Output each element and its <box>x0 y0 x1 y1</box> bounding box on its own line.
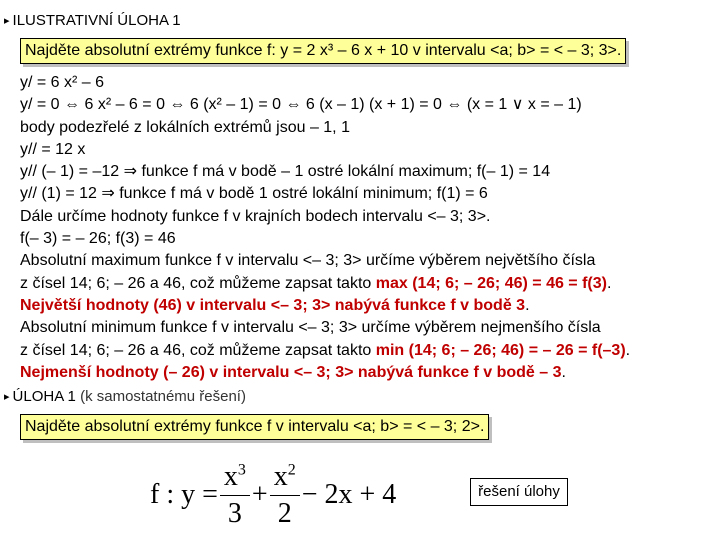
solution-line-10 <box>20 273 630 295</box>
solution-line-8: f(– 3) = – 26; f(3) = 46 <box>20 230 176 248</box>
section1-task-box <box>20 38 626 64</box>
section2-task-box <box>20 414 489 440</box>
solution-line-11-period: . <box>525 296 530 314</box>
solution-line-12: Absolutní minimum funkce f v intervalu <– 3; 3> určíme výběrem nejmenšího čísla <box>20 319 601 337</box>
formula-lhs: f : y = <box>150 479 218 510</box>
fraction-denominator: 2 <box>270 495 300 530</box>
numerator-base: x <box>223 460 238 492</box>
section1-heading <box>4 12 181 31</box>
numerator-exponent: 3 <box>237 461 246 479</box>
numerator-exponent: 2 <box>287 461 296 479</box>
solution-line-10-text: z čísel 14; 6; – 26 a 46, což můžeme zapsat takto <box>20 274 376 292</box>
solution-line-10-period: . <box>606 274 612 292</box>
max-expression: max (14; 6; – 26; 46) = 46 = f(3) <box>375 274 607 292</box>
numerator-base: x <box>273 460 288 492</box>
solution-line-9: Absolutní maximum funkce f v intervalu <– 3; 3> určíme výběrem největšího čísla <box>20 252 596 270</box>
max-conclusion: Největší hodnoty (46) v intervalu <– 3; 3> nabývá funkce f v bodě 3 <box>20 296 526 314</box>
solution-line-14 <box>20 362 630 384</box>
solution-line-11 <box>20 295 630 317</box>
solution-block <box>20 72 630 384</box>
solution-line-13-text: z čísel 14; 6; – 26 a 46, což můžeme zapsat takto <box>20 341 376 359</box>
min-expression: min (14; 6; – 26; 46) = – 26 = f(–3) <box>375 341 626 359</box>
solution-line-4: y// = 12 x <box>20 140 86 158</box>
solution-line-7: Dále určíme hodnoty funkce f v krajních bodech intervalu <– 3; 3>. <box>20 207 491 225</box>
fraction-numerator <box>222 461 248 495</box>
fraction-numerator <box>272 461 298 495</box>
solution-line-1: y/ = 6 x² – 6 <box>20 74 105 91</box>
solution-line-13-period: . <box>625 341 631 359</box>
triangle-right-icon: ▸ <box>4 391 10 403</box>
function-formula <box>150 455 396 535</box>
fraction-x3-over-3 <box>222 461 248 530</box>
solution-line-14-period: . <box>561 363 566 381</box>
triangle-right-icon: ▸ <box>4 15 10 27</box>
section2-task-text: Najděte absolutní extrémy funkce f v intervalu <a; b> = < – 3; 2>. <box>25 418 485 435</box>
section2-title: ÚLOHA 1 <box>12 388 76 405</box>
section2-subtitle: (k samostatnému řešení) <box>80 388 246 405</box>
solution-line-5: y// (– 1) = –12 ⇒ funkce f má v bodě – 1 ostré lokální maximum; f(– 1) = 14 <box>20 163 551 181</box>
formula-plus: + <box>251 479 268 510</box>
section2-heading <box>4 388 246 407</box>
solution-line-2: y/ = 0 ⇔ 6 x² – 6 = 0 ⇔ 6 (x² – 1) = 0 ⇔ 6 (x – 1) (x + 1) = 0 ⇔ (x = 1 ∨ x = – 1) <box>20 96 582 114</box>
section1-title: ILUSTRATIVNÍ ÚLOHA 1 <box>12 12 181 29</box>
fraction-denominator: 3 <box>220 495 250 530</box>
formula-rest: − 2x + 4 <box>301 479 397 510</box>
fraction-x2-over-2 <box>272 461 298 530</box>
solution-line-3: body podezřelé z lokálních extrémů jsou – 1, 1 <box>20 118 350 136</box>
solution-line-6: y// (1) = 12 ⇒ funkce f má v bodě 1 ostré lokální minimum; f(1) = 6 <box>20 185 488 203</box>
section1-task-text: Najděte absolutní extrémy funkce f: y = 2 x³ – 6 x + 10 v intervalu <a; b> = < – 3; 3>. <box>25 42 622 59</box>
min-conclusion: Nejmenší hodnoty (– 26) v intervalu <– 3; 3> nabývá funkce f v bodě – 3 <box>20 363 562 381</box>
solution-line-13 <box>20 340 630 362</box>
show-solution-button[interactable]: řešení úlohy <box>470 478 568 506</box>
